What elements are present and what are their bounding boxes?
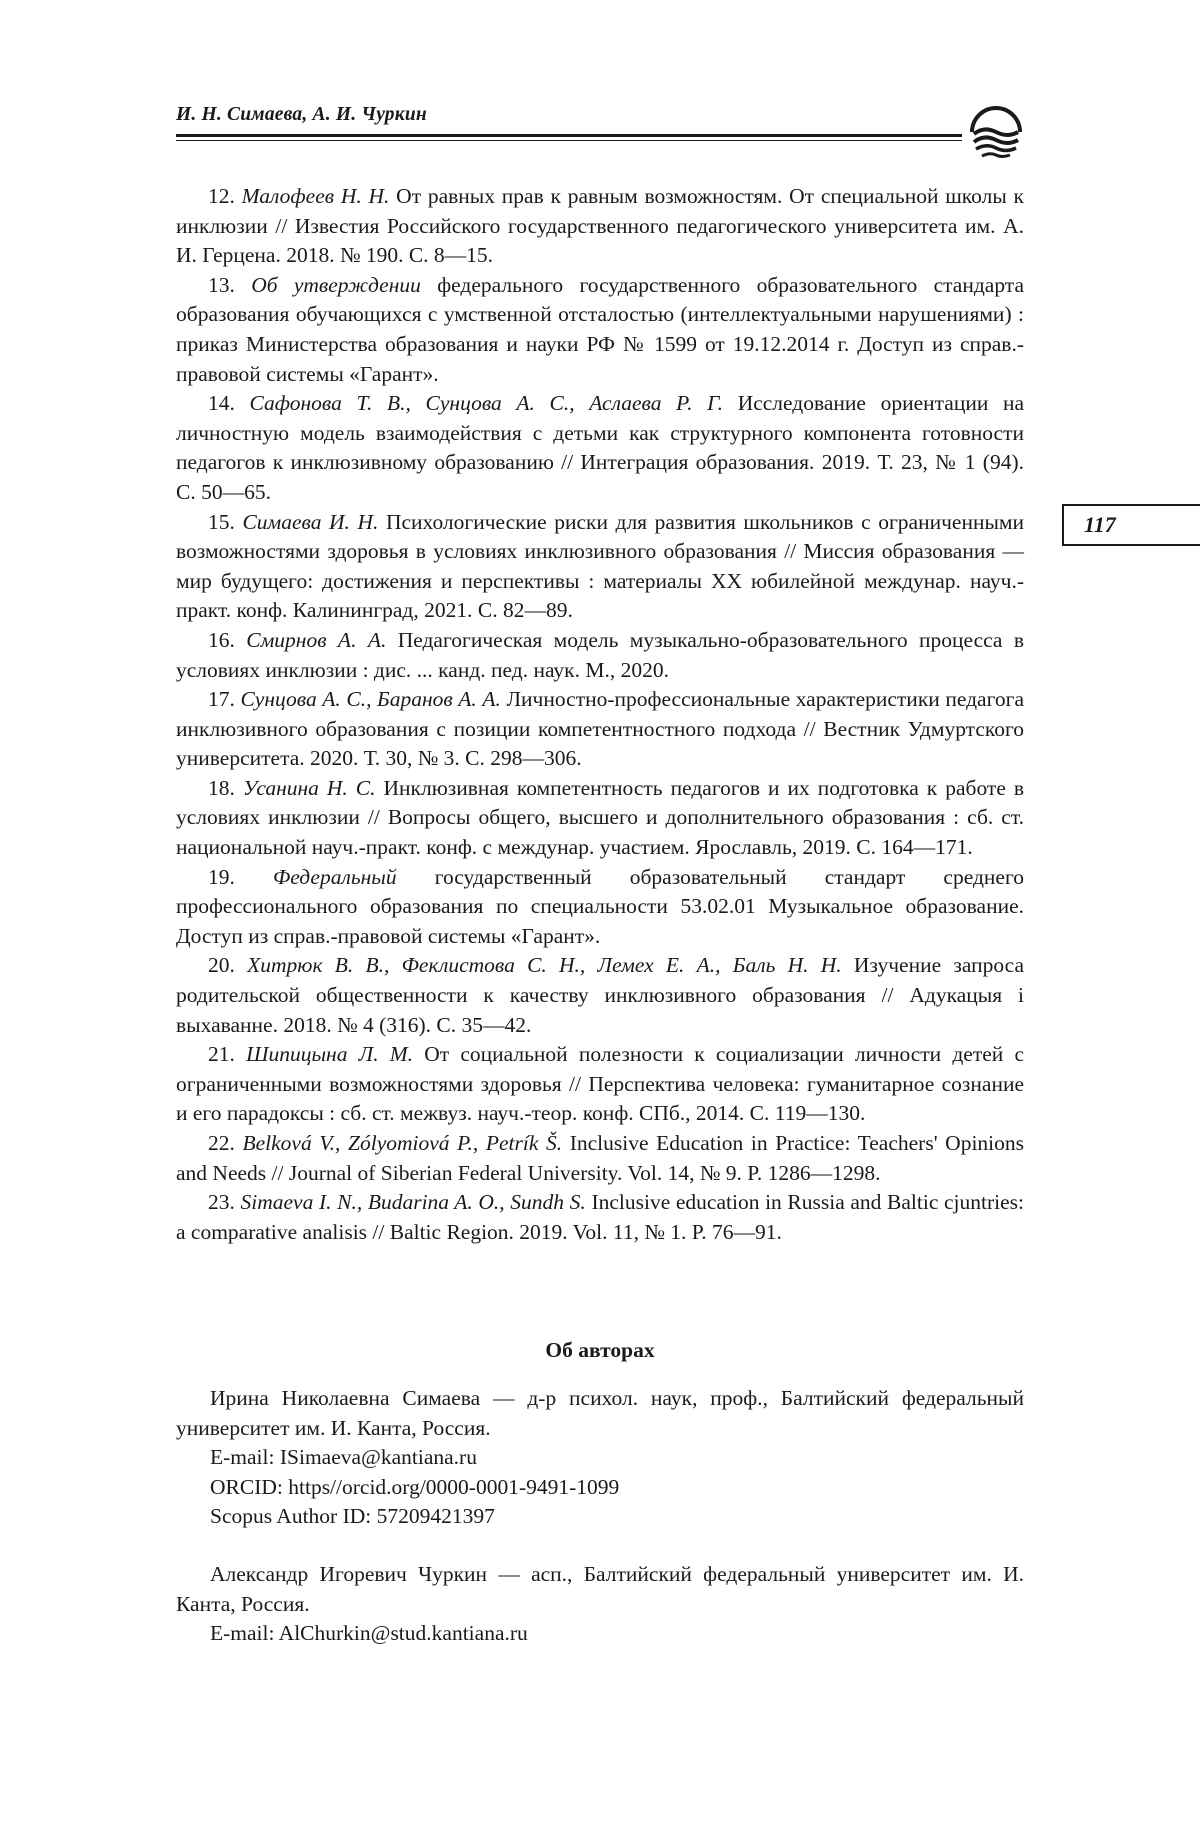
author-scopus-id: Scopus Author ID: 57209421397 xyxy=(210,1504,495,1529)
reference-item: 13. Об утверждении федерального государственного образовательного стандарта образования обучающихся с умственной отсталостью (интеллектуальными нарушениями) : приказ Министерства образования и науки РФ № 1599 от 19.12.2014 г. Доступ из справ.-правовой системы «Гарант». xyxy=(176,272,1025,386)
reference-item: 21. Шипицына Л. М. От социальной полезности к социализации личности детей с ограниченными возможностями здоровья // Перспектива человека: гуманитарное сознание и его парадоксы : сб. ст. межвуз. науч.-теор. конф. СПб., 2014. С. 119—130. xyxy=(176,1042,1025,1126)
reference-item: 14. Сафонова Т. В., Сунцова А. С., Аслаева Р. Г. Исследование ориентации на личностную модель взаимодействия с детьми как структурного компонента готовности педагогов к инклюзивному образованию // Интеграция образования. 2019. Т. 23, № 1 (94). С. 50—65. xyxy=(176,391,1025,504)
author-info xyxy=(176,1384,1024,1532)
page-number: 117 xyxy=(1084,512,1116,537)
page-number-tab xyxy=(1062,504,1200,546)
author-bio: Александр Игоревич Чуркин — асп., Балтийский федеральный университет им. И. Канта, Россия. xyxy=(176,1562,1024,1616)
header-rule-thin xyxy=(176,140,962,141)
reference-item: 17. Сунцова А. С., Баранов А. А. Личностно-профессиональные характеристики педагога инклюзивного образования с позиции компетентностного подхода // Вестник Удмуртского университета. 2020. Т. 30, № 3. С. 298—306. xyxy=(176,687,1024,771)
author-bio: Ирина Николаевна Симаева — д-р психол. наук, проф., Балтийский федеральный университет им. И. Канта, Россия. xyxy=(176,1386,1024,1440)
reference-item: 20. Хитрюк В. В., Феклистова С. Н., Лемех Е. А., Баль Н. Н. Изучение запроса родительской общественности к качеству инклюзивного образования // Адукацыя і выхаванне. 2018. № 4 (316). С. 35—42. xyxy=(176,953,1025,1037)
author-info xyxy=(176,1560,1024,1649)
reference-list xyxy=(176,182,1024,1247)
about-authors-heading: Об авторах xyxy=(545,1338,655,1362)
header-rule xyxy=(176,134,962,137)
author-email: E-mail: AlChurkin@stud.kantiana.ru xyxy=(210,1621,528,1646)
reference-item: 19. Федеральный государственный образовательный стандарт среднего профессионального образования по специальности 53.02.01 Музыкальное образование. Доступ из справ.-правовой системы «Гарант». xyxy=(176,864,1025,948)
reference-item: 23. Simaeva I. N., Budarina A. O., Sundh S. Inclusive education in Russia and Baltic cjuntries: a comparative analisis // Baltic Region. 2019. Vol. 11, № 1. P. 76—91. xyxy=(176,1190,1025,1244)
reference-item: 15. Симаева И. Н. Психологические риски для развития школьников с ограниченными возможностями здоровья в условиях инклюзивного образования // Миссия образования — мир будущего: достижения и перспективы : материалы XX юбилейной междунар. науч.-практ. конф. Калининград, 2021. С. 82—89. xyxy=(176,509,1025,623)
reference-item: 22. Belková V., Zólyomiová P., Petrík Š. Inclusive Education in Practice: Teachers' Opinions and Needs // Journal of Siberian Federal University. Vol. 14, № 9. P. 1286—1298. xyxy=(176,1131,1025,1185)
author-email: E-mail: ISimaeva@kantiana.ru xyxy=(210,1445,477,1470)
journal-wave-logo-icon xyxy=(966,104,1026,164)
reference-item: 16. Смирнов А. А. Педагогическая модель музыкально-образовательного процесса в условиях инклюзии : дис. ... канд. пед. наук. М., 2020. xyxy=(176,627,1024,682)
running-header-authors: И. Н. Симаева, А. И. Чуркин xyxy=(176,104,427,125)
reference-item: 12. Малофеев Н. Н. От равных прав к равным возможностям. От специальной школы к инклюзии // Известия Российского государственного педагогического университета им. А. И. Герцена. 2018. № 190. С. 8—15. xyxy=(176,184,1024,268)
reference-item: 18. Усанина Н. С. Инклюзивная компетентность педагогов и их подготовка к работе в условиях инклюзии // Вопросы общего, высшего и дополнительного образования : сб. ст. национальной науч.-практ. конф. с междунар. участием. Ярославль, 2019. С. 164—171. xyxy=(176,775,1025,860)
author-orcid: ORCID: https//orcid.org/0000-0001-9491-1099 xyxy=(210,1474,620,1499)
